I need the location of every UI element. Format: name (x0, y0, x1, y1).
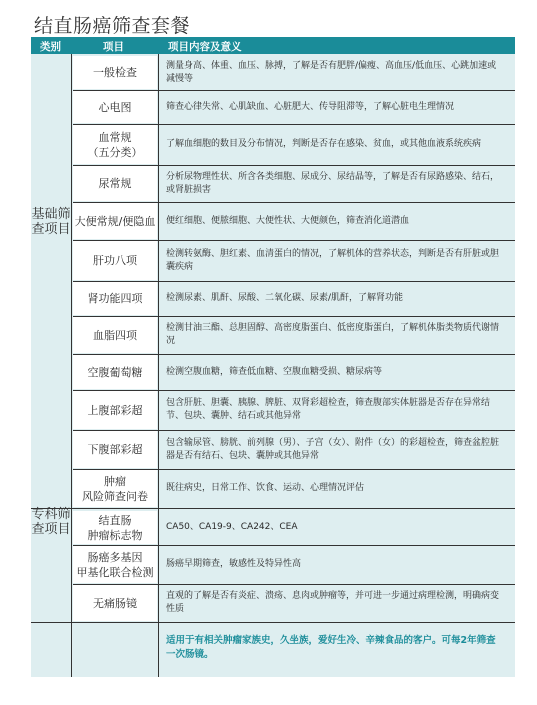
row-description (166, 91, 504, 123)
row-separator (73, 584, 515, 585)
row-description-text: 检测尿素、肌酐、尿酸、二氧化碳、尿素/肌酐，了解肾功能 (166, 293, 404, 303)
row-item-label: 尿常规 (98, 177, 132, 190)
row-item-cell (73, 391, 157, 429)
row-item-cell (73, 355, 157, 389)
row-item-label: 下腹部彩超 (87, 443, 143, 456)
row-item-label: 结直肠 肿瘤标志物 (87, 513, 143, 542)
row-separator (31, 508, 515, 509)
page-title: 结直肠癌筛查套餐 (34, 15, 191, 37)
row-item-cell (73, 431, 157, 468)
row-description (166, 203, 504, 239)
row-separator (73, 90, 515, 91)
row-description (166, 355, 504, 389)
row-separator (73, 354, 515, 355)
row-description-text: 了解血细胞的数目及分布情况，判断是否存在感染、贫血，或其他血液系统疾病 (166, 139, 482, 149)
row-description (166, 585, 504, 621)
row-separator (73, 390, 515, 391)
row-description-text: 便红细胞、便脓细胞、大便性状、大便颜色，筛查消化道潜血 (166, 215, 410, 226)
row-separator (73, 165, 515, 166)
row-description (166, 431, 504, 468)
row-description (166, 241, 504, 280)
row-separator (73, 430, 515, 431)
row-item-label: 上腹部彩超 (87, 403, 143, 417)
note-text: 适用于有相关肿瘤家族史，久坐族，爱好生冷、辛辣食品的客户。可每2年筛查一次肠镜。 (166, 635, 496, 660)
row-separator (73, 316, 515, 317)
category-basic: 基础筛查项目 (31, 207, 71, 237)
row-description (166, 391, 504, 429)
row-description-text: 直观的了解是否有炎症、溃疡、息肉或肿瘤等，并可进一步通过病理检测，明确病变性质 (166, 591, 500, 614)
row-item-label: 空腹葡萄糖 (87, 365, 143, 379)
row-description-text: 包含输尿管、膀胱、前列腺（男）、子宫（女）、附件（女）的彩超检查，筛查盆腔脏器是否有结石、包块、囊肿或其他异常 (166, 437, 500, 461)
row-description-text: CA50、CA19-9、CA242、CEA (166, 522, 298, 532)
row-item-label: 肠癌多基因 甲基化联合检测 (76, 550, 154, 579)
row-item-label: 血脂四项 (93, 328, 137, 342)
row-item-label: 肝功八项 (93, 254, 137, 267)
row-description-text: 肠癌早期筛查，敏感性及特异性高 (166, 559, 302, 569)
row-item-cell (73, 546, 157, 583)
row-description-text: 既往病史，日常工作、饮食、运动、心理情况评估 (166, 483, 365, 493)
table-header (31, 37, 515, 54)
screening-table (31, 37, 515, 677)
row-separator (73, 124, 515, 125)
row-separator (73, 202, 515, 203)
row-item-cell (73, 470, 157, 507)
row-description-text: 测量身高、体重、血压、脉搏，了解是否有肥胖/偏瘦、高血压/低血压、心跳加速或减慢等 (166, 60, 497, 84)
row-item-cell (73, 166, 157, 201)
header-item: 项目 (103, 41, 124, 53)
row-separator (73, 469, 515, 470)
row-description-text: 筛查心律失常、心肌缺血、心脏肥大、传导阻滞等，了解心脏电生理情况 (166, 101, 455, 112)
row-description (166, 166, 504, 201)
row-item-cell (73, 282, 157, 315)
row-item-cell (73, 91, 157, 123)
row-item-label: 肿瘤 风险筛查问卷 (82, 474, 148, 503)
row-separator (31, 622, 515, 623)
category-specialty: 专科筛查项目 (31, 507, 71, 537)
row-description-text: 分析尿物理性状、所含各类细胞、尿成分、尿结晶等，了解是否有尿路感染、结石，或肾脏损害 (166, 171, 500, 195)
row-item-label: 血常规 （五分类） (87, 130, 143, 159)
row-description (166, 56, 504, 89)
row-description-text: 检测空腹血糖，筛查低血糖、空腹血糖受损、糖尿病等 (166, 366, 383, 377)
row-item-label: 无痛肠镜 (93, 596, 137, 610)
row-item-label: 大便常规/便隐血 (74, 214, 156, 228)
row-description-text: 包含肝脏、胆囊、胰腺、脾脏、双肾彩超检查，筛查腹部实体脏器是否存在异常结节、包块、囊肿、结石或其他异常 (166, 398, 491, 421)
row-item-label: 心电图 (98, 100, 132, 114)
row-separator (73, 545, 515, 546)
row-description (166, 470, 504, 507)
row-description-text: 检测甘油三酯、总胆固醇、高密度脂蛋白、低密度脂蛋白，了解机体脂类物质代谢情况 (166, 323, 500, 346)
row-item-cell (73, 241, 157, 280)
row-separator (73, 281, 515, 282)
row-description (166, 546, 504, 583)
row-item-cell (73, 511, 157, 544)
row-separator (73, 240, 515, 241)
row-item-cell (73, 585, 157, 621)
row-item-label: 肾功能四项 (87, 292, 143, 305)
row-description (166, 511, 504, 544)
row-description-text: 检测转氨酶、胆红素、血清蛋白的情况，了解机体的营养状态，判断是否有肝脏或胆囊疾病 (166, 248, 500, 272)
row-item-cell (73, 125, 157, 164)
row-item-cell (73, 56, 157, 89)
row-item-cell (73, 203, 157, 239)
row-description (166, 125, 504, 164)
row-description (166, 317, 504, 353)
header-content: 项目内容及意义 (168, 41, 242, 53)
row-item-label: 一般检查 (93, 66, 137, 79)
row-item-cell (73, 317, 157, 353)
header-category: 类别 (40, 41, 61, 53)
divider-line (71, 54, 72, 677)
row-description (166, 282, 504, 315)
